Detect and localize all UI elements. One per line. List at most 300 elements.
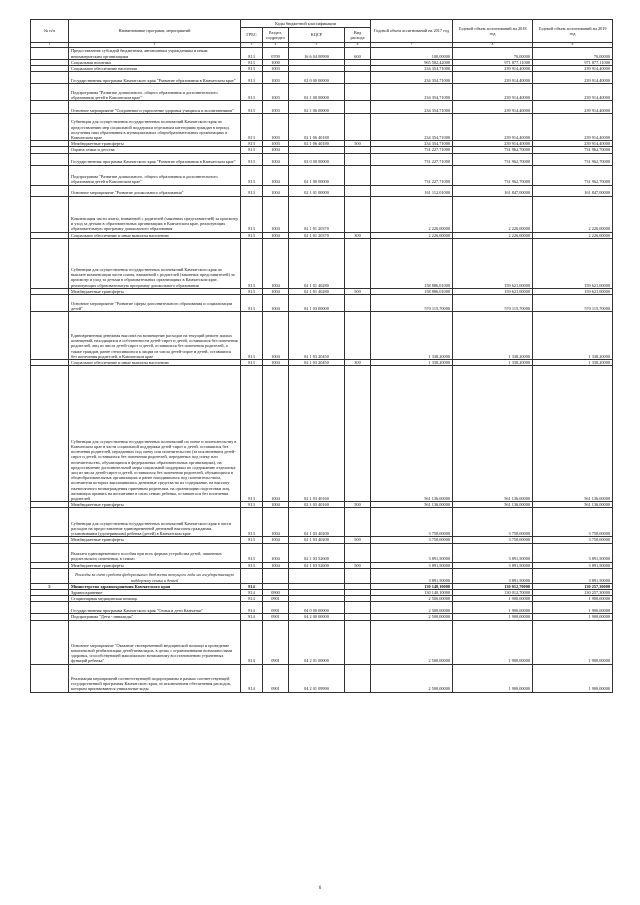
row-name: Единовременная денежная выплата на возмещение расходов на текущий ремонт жилых помещений, находящихся в собственности детей-сирот и детей, оставшихся без попечения родителей, лиц из числа детей-сирот и детей, оставшихся без попечения родителей, а также граждан, ранее относившихся к лицам из числа детей-сирот и детей, оставшихся без попечения родителей, в Камчатском крае [69, 312, 241, 360]
row-amount-2019: 159 621,00000 [533, 288, 613, 294]
table-row [31, 360, 613, 366]
row-amount-2019: 239 914,40000 [533, 72, 613, 84]
header-vr: Вид расхода [345, 28, 371, 43]
row-number [31, 238, 69, 288]
row-name: Государственная программа Камчатского края "Развитие образования в Камчатском крае" [69, 72, 241, 84]
row-ksr: 02 1 01 40280 [289, 238, 345, 288]
row-vr [345, 295, 371, 312]
row-amount-2019: 731 962,70000 [533, 147, 613, 153]
row-vr [345, 185, 371, 196]
row-amount-2018: 561 136,00000 [453, 366, 533, 502]
row-razdel: 0900 [263, 590, 289, 596]
row-vr: 600 [345, 47, 371, 59]
row-name: Реализация мероприятий соответствующей подпрограммы в рамках соответствующей государственной программы Камчатского края, за исключением обеспечения расходов, которым присваиваются уникальные коды [69, 664, 241, 692]
row-amount-2019: 731 962,70000 [533, 153, 613, 165]
row-name: Основное мероприятие "Оказание своевременной медицинской помощи и проведение комплексной реабилитации детей-инвалидов, в целях с ограниченными возможностями здоровья, способствующей максимально возможному восстановлению утраченных функций ребенка" [69, 620, 241, 664]
row-ksr: 04 0 00 00000 [289, 602, 345, 614]
row-amount-2018: 2 226,00000 [453, 196, 533, 232]
row-grbs: 813 [241, 72, 263, 84]
row-amount-2018: 2 226,00000 [453, 232, 533, 238]
table-row [31, 72, 613, 84]
table-row [31, 196, 613, 232]
row-amount-2019: 239 914,40000 [533, 141, 613, 147]
header-year-2019: Годовой объем ассигнований на 2019 год [533, 20, 613, 43]
row-name: Межбюджетные трансферты [69, 562, 241, 568]
row-amount-2017: 2 226,00000 [371, 196, 453, 232]
row-amount-2019: 239 914,40000 [533, 66, 613, 72]
row-amount-2017: 2 500,00000 [371, 614, 453, 620]
row-grbs [241, 568, 263, 583]
row-amount-2017: 561 136,00000 [371, 366, 453, 502]
row-number [31, 312, 69, 360]
row-amount-2017: 965 582,42000 [371, 59, 453, 65]
row-name: Субвенции для осуществления государственных полномочий по опеке и попечительству в Камчатском крае в части социальной поддержки детей-сирот и детей, оставшихся без попечения родителей, переданных под опеку или попечительство (за исключением детей-сирот и детей, оставшихся без попечения родителей, переданных под опеку или попечительство, обучающихся в федеральных образовательных организациях), на предоставление дополнительной меры социальной поддержки по содержанию отдельных лиц из числа детей-сирот и детей, оставшихся без попечения родителей, обучающихся в общеобразовательных организациях и ранее находившихся под попечительством, попечители которых выплачивались денежные средства на их содержание, на выплату ежемесячного вознаграждения приемным родителям, на организацию подготовки лиц, желающих принять на воспитание в свою семью ребенка, оставшегося без попечения родителей [69, 366, 241, 502]
row-ksr: 02 1 03 52600 [289, 562, 345, 568]
row-name: Основное мероприятие "Развитие сферы дополнительного образования и социализации детей" [69, 295, 241, 312]
row-razdel: 1004 [263, 153, 289, 165]
index-cell: 2 [69, 43, 241, 48]
row-number: 5 [31, 583, 69, 589]
row-razdel: 1004 [263, 508, 289, 537]
row-razdel: 1004 [263, 312, 289, 360]
row-vr [345, 238, 371, 288]
row-razdel: 1000 [263, 59, 289, 65]
row-name: Охрана семьи и детства [69, 147, 241, 153]
row-grbs: 813 [241, 165, 263, 185]
row-razdel: 0901 [263, 602, 289, 614]
row-ksr: 02 1 03 40160 [289, 502, 345, 508]
row-razdel: 1003 [263, 72, 289, 84]
row-grbs: 813 [241, 360, 263, 366]
row-amount-2018: 159 621,00000 [453, 288, 533, 294]
table-body [31, 47, 613, 692]
row-name: Межбюджетные трансферты [69, 502, 241, 508]
row-number [31, 165, 69, 185]
row-name: Межбюджетные трансферты [69, 537, 241, 543]
header-codes: Коды бюджетной классификации [241, 20, 371, 28]
row-amount-2017: 234 354,71000 [371, 66, 453, 72]
row-amount-2017: 731 227,71000 [371, 153, 453, 165]
row-name: Подпрограмма "Развитие дошкольного, общего образования и дополнительного образования детей в Камчатском крае" [69, 165, 241, 185]
row-amount-2018: 3 891,50000 [453, 568, 533, 583]
row-razdel: 0901 [263, 614, 289, 620]
row-amount-2017: 234 354,71000 [371, 84, 453, 101]
row-ksr: 02 1 03 20450 [289, 312, 345, 360]
row-razdel: 1004 [263, 502, 289, 508]
row-amount-2018: 130 012,70000 [453, 590, 533, 596]
row-amount-2019: 1 900,00000 [533, 596, 613, 602]
row-vr [345, 508, 371, 537]
row-amount-2019: 239 914,40000 [533, 114, 613, 141]
row-amount-2019: 130 257,30000 [533, 583, 613, 589]
row-amount-2017: 3 891,50000 [371, 568, 453, 583]
row-razdel: 1004 [263, 295, 289, 312]
row-amount-2019: 239 914,40000 [533, 101, 613, 114]
row-number [31, 114, 69, 141]
row-amount-2018: 731 962,70000 [453, 153, 533, 165]
row-vr [345, 312, 371, 360]
row-name: Основное мероприятие "Сохранение и укрепление здоровья учащихся и воспитанников" [69, 101, 241, 114]
row-amount-2017: 3 750,00000 [371, 508, 453, 537]
row-name: Стационарная медицинская помощь [69, 596, 241, 602]
row-amount-2019: 161 847,00000 [533, 185, 613, 196]
row-razdel: 1003 [263, 141, 289, 147]
row-amount-2017: 158 886,01000 [371, 238, 453, 288]
row-amount-2017: 234 354,71000 [371, 72, 453, 84]
row-amount-2018: 731 962,70000 [453, 165, 533, 185]
row-amount-2017: 3 750,00000 [371, 537, 453, 543]
row-name: Социальное обеспечение населения [69, 66, 241, 72]
row-name: Здравоохранение [69, 590, 241, 596]
header-num: № п/п [31, 20, 69, 43]
row-vr: 300 [345, 232, 371, 238]
row-grbs: 813 [241, 288, 263, 294]
row-grbs: 813 [241, 147, 263, 153]
table-row [31, 238, 613, 288]
table-row [31, 101, 613, 114]
row-grbs: 813 [241, 537, 263, 543]
row-ksr: 02 1 00 00000 [289, 165, 345, 185]
table-row [31, 543, 613, 562]
row-ksr: 02 1 01 40280 [289, 288, 345, 294]
row-name: Социальная политика [69, 59, 241, 65]
row-amount-2019: 2 226,00000 [533, 196, 613, 232]
row-amount-2017: 2 226,00000 [371, 232, 453, 238]
row-razdel: 1004 [263, 288, 289, 294]
row-ksr: 02 1 03 40200 [289, 537, 345, 543]
row-name: Подпрограмма "Развитие дошкольного, общего образования и дополнительного образования детей в Камчатском крае" [69, 84, 241, 101]
table-row [31, 185, 613, 196]
page-number: 6 [318, 886, 322, 891]
row-name: Основное мероприятие "Развитие дошкольного образования" [69, 185, 241, 196]
row-amount-2017: 1 338,20000 [371, 312, 453, 360]
row-amount-2017: 2 500,00000 [371, 664, 453, 692]
row-amount-2018: 161 847,00000 [453, 185, 533, 196]
row-number [31, 196, 69, 232]
table-row [31, 502, 613, 508]
row-name: Предоставление субсидий бюджетным, автономным учреждениям и иным некоммерческим организациям [69, 47, 241, 59]
row-amount-2018: 1 338,20000 [453, 360, 533, 366]
row-amount-2018: 971 877,11000 [453, 59, 533, 65]
row-amount-2019: 3 891,50000 [533, 562, 613, 568]
table-row [31, 614, 613, 620]
row-razdel: 1004 [263, 366, 289, 502]
row-grbs: 813 [241, 84, 263, 101]
table-row [31, 288, 613, 294]
row-vr [345, 114, 371, 141]
row-grbs: 813 [241, 153, 263, 165]
row-vr [345, 72, 371, 84]
row-razdel: 1003 [263, 101, 289, 114]
header-grbs: ГРБС [241, 28, 263, 43]
budget-document [30, 19, 612, 693]
table-row [31, 602, 613, 614]
row-amount-2017: 234 354,71000 [371, 141, 453, 147]
header-razdel: Раздел, подраздел [263, 28, 289, 43]
row-number [31, 620, 69, 664]
row-number [31, 602, 69, 614]
row-amount-2019: 1 338,20000 [533, 312, 613, 360]
row-vr: 500 [345, 502, 371, 508]
row-amount-2017: 130 140,10000 [371, 590, 453, 596]
row-razdel: 1003 [263, 66, 289, 72]
row-ksr: 02 1 03 00000 [289, 295, 345, 312]
row-amount-2019: 130 257,30000 [533, 590, 613, 596]
table-header [31, 20, 613, 48]
header-year-2018: Годовой объем ассигнований на 2018 год [453, 20, 533, 43]
row-amount-2017: 731 227,71000 [371, 165, 453, 185]
row-name: Межбюджетные трансферты [69, 141, 241, 147]
row-vr [345, 568, 371, 583]
row-amount-2019: 2 226,00000 [533, 232, 613, 238]
table-row [31, 568, 613, 583]
row-number [31, 508, 69, 537]
row-grbs: 813 [241, 366, 263, 502]
row-vr [345, 101, 371, 114]
row-vr [345, 543, 371, 562]
row-amount-2019: 561 136,00000 [533, 502, 613, 508]
row-name: Государственная программа Камчатского края "Развитие образования в Камчатском крае" [69, 153, 241, 165]
row-grbs: 813 [241, 562, 263, 568]
row-grbs: 814 [241, 583, 263, 589]
table-row [31, 664, 613, 692]
row-amount-2018: 1 900,00000 [453, 596, 533, 602]
row-name: Субвенции для осуществления государственных полномочий Камчатского края в части расходов на предоставление единовременной денежной выплаты гражданам, усыновившим (удочерившим) ребенка (детей) в Камчатском крае [69, 508, 241, 537]
row-vr [345, 153, 371, 165]
table-row [31, 562, 613, 568]
row-name: Социальное обеспечение и иные выплаты населению [69, 360, 241, 366]
table-row [31, 232, 613, 238]
row-amount-2017: 570 115,70000 [371, 295, 453, 312]
row-grbs: 814 [241, 620, 263, 664]
index-cell: 3 [241, 43, 263, 48]
table-row [31, 295, 613, 312]
row-vr: 500 [345, 288, 371, 294]
row-razdel: 1003 [263, 114, 289, 141]
row-number [31, 101, 69, 114]
row-grbs: 813 [241, 66, 263, 72]
row-razdel: 0901 [263, 664, 289, 692]
row-name: Подпрограмма "Дети - инвалиды" [69, 614, 241, 620]
table-row [31, 620, 613, 664]
row-vr [345, 620, 371, 664]
row-grbs: 813 [241, 312, 263, 360]
row-amount-2018: 561 136,00000 [453, 502, 533, 508]
row-razdel: 1004 [263, 543, 289, 562]
row-grbs: 813 [241, 101, 263, 114]
row-name: Министерство здравоохранения Камчатского края [69, 583, 241, 589]
row-grbs: 813 [241, 47, 263, 59]
row-amount-2019: 570 115,70000 [533, 295, 613, 312]
row-number [31, 47, 69, 59]
row-ksr: 02 1 03 40160 [289, 366, 345, 502]
row-name: Государственная программа Камчатского края "Семья и дети Камчатки" [69, 602, 241, 614]
row-vr: 500 [345, 562, 371, 568]
row-razdel: 1004 [263, 238, 289, 288]
row-ksr: 02 1 01 20370 [289, 232, 345, 238]
row-number [31, 72, 69, 84]
header-year-2017: Годовой объем ассигнований на 2017 год [371, 20, 453, 43]
row-name: Межбюджетные трансферты [69, 288, 241, 294]
row-razdel: 1004 [263, 196, 289, 232]
row-ksr [289, 568, 345, 583]
row-amount-2017: 731 227,71000 [371, 147, 453, 153]
row-grbs: 814 [241, 664, 263, 692]
row-grbs: 813 [241, 141, 263, 147]
row-amount-2018: 1 900,00000 [453, 602, 533, 614]
row-amount-2018: 1 900,00000 [453, 664, 533, 692]
row-number [31, 84, 69, 101]
row-amount-2017: 130 140,10000 [371, 583, 453, 589]
row-grbs: 813 [241, 502, 263, 508]
table-row [31, 84, 613, 101]
row-grbs: 813 [241, 508, 263, 537]
row-amount-2017: 161 112,01000 [371, 185, 453, 196]
table-row [31, 114, 613, 141]
row-amount-2017: 3 891,50000 [371, 543, 453, 562]
table-row [31, 508, 613, 537]
row-ksr: 02 1 06 40180 [289, 114, 345, 141]
row-ksr: 02 1 03 52600 [289, 543, 345, 562]
table-row [31, 153, 613, 165]
row-razdel: 1003 [263, 84, 289, 101]
row-name: Социальное обеспечение и иные выплаты населению [69, 232, 241, 238]
row-ksr: 16 6 04 00990 [289, 47, 345, 59]
row-amount-2018: 1 338,20000 [453, 312, 533, 360]
row-number [31, 295, 69, 312]
row-amount-2018: 130 012,70000 [453, 583, 533, 589]
row-vr [345, 84, 371, 101]
row-number [31, 366, 69, 502]
row-name: Субвенции для осуществления государственных полномочий Камчатского края по предоставлению мер социальной поддержки отдельным категориям граждан в период получения ими образования в муниципальных общеобразовательных организациях в Камчатском крае [69, 114, 241, 141]
row-grbs: 813 [241, 232, 263, 238]
row-ksr: 02 1 03 40200 [289, 508, 345, 537]
table-row [31, 141, 613, 147]
row-grbs: 813 [241, 295, 263, 312]
row-amount-2018: 3 891,50000 [453, 562, 533, 568]
row-amount-2017: 100,00000 [371, 47, 453, 59]
row-amount-2019: 1 900,00000 [533, 614, 613, 620]
row-razdel [263, 568, 289, 583]
row-amount-2018: 239 914,40000 [453, 101, 533, 114]
index-cell: 5 [289, 43, 345, 48]
row-name: Выплата единовременного пособия при всех формах устройства детей, лишенных родительского попечения, в семью [69, 543, 241, 562]
row-amount-2017: 234 354,71000 [371, 114, 453, 141]
table-row [31, 47, 613, 59]
row-amount-2018: 70,00000 [453, 47, 533, 59]
index-cell: 6 [345, 43, 371, 48]
row-grbs: 813 [241, 185, 263, 196]
row-name: Расходы за счет средств федерального бюджета текущего года на государственную поддержку семьи и детей [69, 568, 241, 583]
row-amount-2018: 159 621,00000 [453, 238, 533, 288]
row-vr: 500 [345, 537, 371, 543]
row-vr [345, 366, 371, 502]
row-amount-2017: 1 338,20000 [371, 360, 453, 366]
row-amount-2019: 971 877,11000 [533, 59, 613, 65]
row-amount-2017: 3 891,50000 [371, 562, 453, 568]
row-grbs: 814 [241, 602, 263, 614]
row-ksr: 04 2 01 09990 [289, 664, 345, 692]
row-amount-2019: 1 900,00000 [533, 620, 613, 664]
header-ksr: КЦСР [289, 28, 345, 43]
row-grbs: 814 [241, 614, 263, 620]
row-amount-2017: 234 354,71000 [371, 101, 453, 114]
row-amount-2019: 731 962,70000 [533, 165, 613, 185]
row-amount-2019: 3 891,50000 [533, 568, 613, 583]
table-row [31, 312, 613, 360]
row-vr [345, 602, 371, 614]
row-amount-2018: 1 900,00000 [453, 614, 533, 620]
row-razdel: 1004 [263, 562, 289, 568]
row-amount-2018: 239 914,40000 [453, 66, 533, 72]
row-amount-2019: 159 621,00000 [533, 238, 613, 288]
row-grbs: 814 [241, 590, 263, 596]
row-amount-2019: 1 900,00000 [533, 602, 613, 614]
row-razdel: 1004 [263, 147, 289, 153]
row-razdel: 1004 [263, 232, 289, 238]
row-amount-2018: 3 750,00000 [453, 508, 533, 537]
row-razdel: 1004 [263, 165, 289, 185]
row-ksr: 02 0 00 00000 [289, 72, 345, 84]
row-ksr: 02 1 06 40180 [289, 141, 345, 147]
row-grbs: 813 [241, 196, 263, 232]
row-amount-2019: 3 750,00000 [533, 537, 613, 543]
row-razdel: 1004 [263, 185, 289, 196]
row-ksr: 02 1 01 00000 [289, 185, 345, 196]
row-amount-2019: 70,00000 [533, 47, 613, 59]
row-grbs: 813 [241, 238, 263, 288]
row-amount-2018: 731 962,70000 [453, 147, 533, 153]
row-name: Субвенции для осуществления государственных полномочий Камчатского края по выплате компенсации части платы, взимаемой с родителей (законных представителей) за присмотр и уход за детьми в образовательных организациях в Камчатском крае, реализующих образовательную программу дошкольного образования [69, 238, 241, 288]
index-cell: 7 [371, 43, 453, 48]
row-razdel: 0901 [263, 596, 289, 602]
index-cell: 9 [533, 43, 613, 48]
row-amount-2017: 2 500,00000 [371, 620, 453, 664]
row-amount-2017: 2 500,00000 [371, 596, 453, 602]
row-amount-2018: 239 914,40000 [453, 72, 533, 84]
row-amount-2017: 158 886,01000 [371, 288, 453, 294]
row-number [31, 664, 69, 692]
row-amount-2019: 561 136,00000 [533, 366, 613, 502]
row-amount-2018: 570 115,70000 [453, 295, 533, 312]
budget-table [30, 19, 613, 693]
row-number [31, 185, 69, 196]
row-grbs: 813 [241, 114, 263, 141]
row-vr: 500 [345, 141, 371, 147]
row-amount-2018: 239 914,40000 [453, 84, 533, 101]
row-name: Компенсация части платы, взимаемой с родителей (законных представителей) за присмотр и уход за детьми в образовательных организациях в Камчатском крае, реализующих образовательную программу дошкольного образования [69, 196, 241, 232]
row-amount-2018: 3 750,00000 [453, 537, 533, 543]
table-row [31, 366, 613, 502]
row-amount-2017: 2 500,00000 [371, 602, 453, 614]
row-vr [345, 165, 371, 185]
row-amount-2018: 1 900,00000 [453, 620, 533, 664]
table-row [31, 165, 613, 185]
row-ksr: 02 1 00 00000 [289, 84, 345, 101]
row-razdel: 1004 [263, 537, 289, 543]
row-amount-2018: 3 891,50000 [453, 543, 533, 562]
row-razdel: 0709 [263, 47, 289, 59]
row-amount-2018: 239 914,40000 [453, 141, 533, 147]
row-ksr: 02 1 03 20450 [289, 360, 345, 366]
row-ksr: 02 1 06 00000 [289, 101, 345, 114]
row-number [31, 543, 69, 562]
row-amount-2017: 561 136,00000 [371, 502, 453, 508]
row-amount-2018: 239 914,40000 [453, 114, 533, 141]
row-ksr: 04 2 01 00000 [289, 620, 345, 664]
row-vr: 300 [345, 360, 371, 366]
row-number [31, 568, 69, 583]
